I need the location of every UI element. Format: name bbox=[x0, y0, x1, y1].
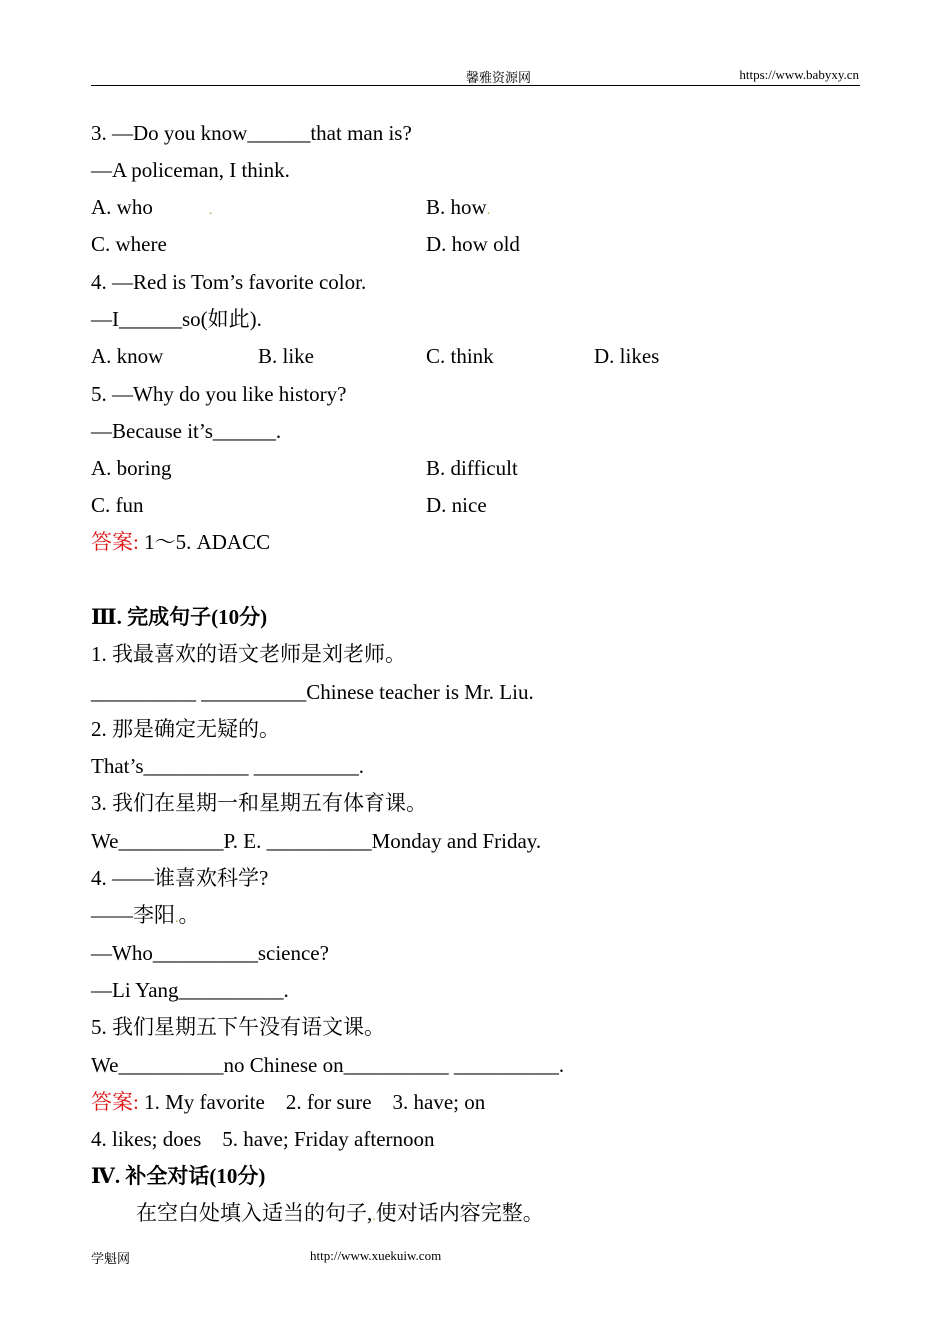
header-url: https://www.babyxy.cn bbox=[739, 67, 859, 82]
s3-item4-english-q: —Who__________science? bbox=[91, 941, 329, 965]
section-4-instruction: 在空白处填入适当的句子,.使对话内容完整。 bbox=[136, 1201, 544, 1225]
section-3-title: Ⅲ. 完成句子(10分) bbox=[91, 605, 268, 629]
s3-item2-chinese: 2. 那是确定无疑的。 bbox=[91, 717, 280, 741]
q3-reply: —A policeman, I think. bbox=[91, 158, 290, 182]
s3-item4-english-a: —Li Yang__________. bbox=[91, 978, 289, 1002]
section-4-title: Ⅳ. 补全对话(10分) bbox=[91, 1164, 266, 1188]
q4-reply: —I______so(如此). bbox=[91, 307, 262, 331]
s3-item4-chinese-q: 4. ——谁喜欢科学? bbox=[91, 866, 269, 890]
q4-stem: 4. —Red is Tom’s favorite color. bbox=[91, 270, 367, 294]
s3-item5-english: We__________no Chinese on__________ __________. bbox=[91, 1053, 565, 1077]
s3-item2-english: That’s__________ __________. bbox=[91, 754, 364, 778]
header-site-name: 馨雅资源网 bbox=[466, 70, 532, 85]
q5-stem: 5. —Why do you like history? bbox=[91, 382, 347, 406]
s3-item3-chinese: 3. 我们在星期一和星期五有体育课。 bbox=[91, 791, 427, 815]
q5-option-a: A. boring bbox=[91, 456, 172, 480]
s3-item4-chinese-a: ——李阳.。 bbox=[91, 903, 200, 927]
q3-option-c: C. where bbox=[91, 232, 167, 256]
answer-block-2 bbox=[91, 1089, 485, 1115]
answer-text-line1: 1. My favorite 2. for sure 3. have; on bbox=[138, 1090, 486, 1114]
footer-url: http://www.xuekuiw.com bbox=[310, 1248, 442, 1263]
answer-block-1 bbox=[91, 529, 270, 555]
q3-option-d: D. how old bbox=[426, 232, 520, 256]
answer-text: 1～5. ADACC bbox=[138, 530, 271, 554]
q4-option-d: D. likes bbox=[594, 344, 660, 368]
answer-text-line2: 4. likes; does 5. have; Friday afternoon bbox=[91, 1127, 435, 1151]
q3-stem: 3. —Do you know______that man is? bbox=[91, 121, 412, 145]
q3-option-a: A. who . bbox=[91, 195, 213, 219]
answer-label: 答案: bbox=[91, 1090, 139, 1114]
s3-item1-english: __________ __________Chinese teacher is Mr. Liu. bbox=[91, 680, 534, 704]
s3-item1-chinese: 1. 我最喜欢的语文老师是刘老师。 bbox=[91, 642, 406, 666]
footer-site-name: 学魁网 bbox=[91, 1251, 131, 1266]
header-divider bbox=[91, 85, 860, 86]
q4-option-a: A. know bbox=[91, 344, 164, 368]
s3-item3-english: We__________P. E. __________Monday and Friday. bbox=[91, 829, 542, 853]
q5-option-d: D. nice bbox=[426, 493, 487, 517]
q4-option-c: C. think bbox=[426, 344, 494, 368]
q4-option-b: B. like bbox=[258, 344, 314, 368]
answer-label: 答案: bbox=[91, 530, 139, 554]
s3-item5-chinese: 5. 我们星期五下午没有语文课。 bbox=[91, 1015, 385, 1039]
q3-option-b: B. how. bbox=[426, 195, 491, 219]
q5-reply: —Because it’s______. bbox=[91, 419, 282, 443]
q5-option-c: C. fun bbox=[91, 493, 144, 517]
q5-option-b: B. difficult bbox=[426, 456, 518, 480]
